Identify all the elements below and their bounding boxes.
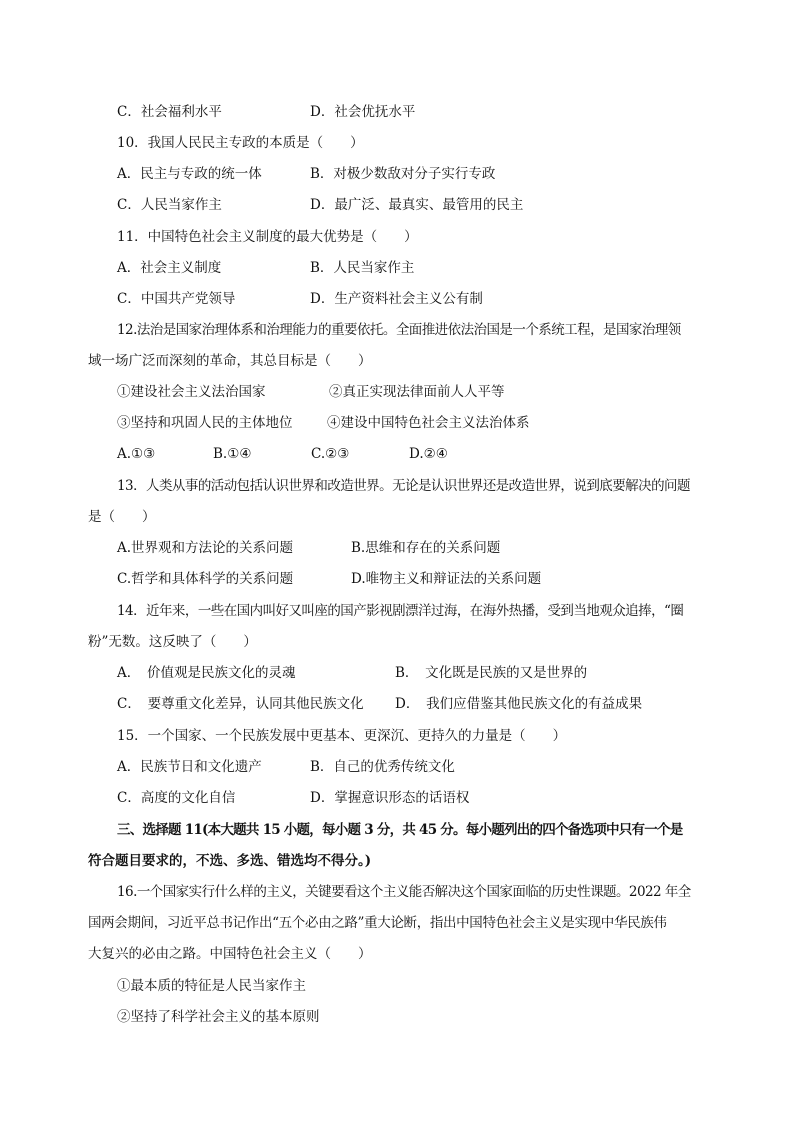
q11-option-c: C．中国共产党领导 [117,291,236,307]
q12-item-4: ④建设中国特色社会主义法治体系 [327,415,530,431]
q16-item-1: ①最本质的特征是人民当家作主 [117,978,306,994]
q15-option-c: C．高度的文化自信 [117,790,236,806]
q12-stem-line1: 12.法治是国家治理体系和治理能力的重要依托。全面推进依法治国是一个系统工程，是国家治理领 [117,322,681,338]
q9-option-c: C．社会福利水平 [117,104,222,120]
q15-stem: 15．一个国家、一个民族发展中更基本、更深沉、更持久的力量是（ ） [117,728,567,744]
q16-stem-line1: 16.一个国家实行什么样的主义，关键要看这个主义能否解决这个国家面临的历史性课题。2022 年全 [117,884,691,900]
q14-stem-line2: 粉”无数。这反映了（ ） [88,634,257,650]
q16-stem-line2: 国两会期间，习近平总书记作出“五个必由之路”重大论断，指出中国特色社会主义是实现中华民族伟 [88,915,667,931]
q10-option-c: C．人民当家作主 [117,197,222,213]
q13-option-a: A.世界观和方法论的关系问题 [117,540,294,556]
q13-option-b: B.思维和存在的关系问题 [351,540,501,556]
q13-option-d: D.唯物主义和辩证法的关系问题 [351,571,542,587]
q11-option-a: A．社会主义制度 [117,260,222,276]
q11-stem: 11．中国特色社会主义制度的最大优势是（ ） [117,229,418,245]
section-3-heading-line2: 符合题目要求的，不选、多选、错选均不得分。) [88,853,372,869]
q13-option-c: C.哲学和具体科学的关系问题 [117,571,294,587]
q15-option-a: A．民族节日和文化遗产 [117,759,262,775]
q11-option-d: D．生产资料社会主义公有制 [310,291,483,307]
q12-option-b: B.①④ [213,446,252,462]
q12-item-2: ②真正实现法律面前人人平等 [329,384,505,400]
q10-option-d: D．最广泛、最真实、最管用的民主 [310,197,524,213]
q10-option-b: B．对极少数敌对分子实行专政 [310,166,496,182]
q14-option-d: D． 我们应借鉴其他民族文化的有益成果 [395,696,643,712]
q11-option-b: B．人民当家作主 [310,260,415,276]
q10-option-a: A．民主与专政的统一体 [117,166,262,182]
q12-option-a: A.①③ [117,446,156,462]
q15-option-b: B．自己的优秀传统文化 [310,759,455,775]
q12-option-c: C.②③ [311,446,350,462]
q13-stem-line2: 是（ ） [88,509,156,525]
q12-item-1: ①建设社会主义法治国家 [117,384,266,400]
q9-option-d: D．社会优抚水平 [310,104,416,120]
q14-option-b: B． 文化既是民族的又是世界的 [395,665,588,681]
q14-option-a: A． 价值观是民族文化的灵魂 [117,665,296,681]
q12-stem-line2: 域一场广泛而深刻的革命，其总目标是（ ） [88,353,372,369]
q13-stem-line1: 13．人类从事的活动包括认识世界和改造世界。无论是认识世界还是改造世界，说到底要解决的问题 [117,478,690,494]
q12-item-3: ③坚持和巩固人民的主体地位 [117,415,293,431]
q15-option-d: D．掌握意识形态的话语权 [310,790,470,806]
q12-option-d: D.②④ [409,446,448,462]
q16-item-2: ②坚持了科学社会主义的基本原则 [117,1009,320,1025]
q16-stem-line3: 大复兴的必由之路。中国特色社会主义（ ） [88,946,372,962]
q14-stem-line1: 14．近年来，一些在国内叫好又叫座的国产影视剧漂洋过海，在海外热播，受到当地观众追捧，“圈 [117,603,684,619]
q14-option-c: C． 要尊重文化差异，认同其他民族文化 [117,696,364,712]
q10-stem: 10．我国人民民主专政的本质是（ ） [117,135,364,151]
section-3-heading-line1: 三、选择题 11(本大题共 15 小题，每小题 3 分，共 45 分。每小题列出的四个备选项中只有一个是 [117,822,683,838]
